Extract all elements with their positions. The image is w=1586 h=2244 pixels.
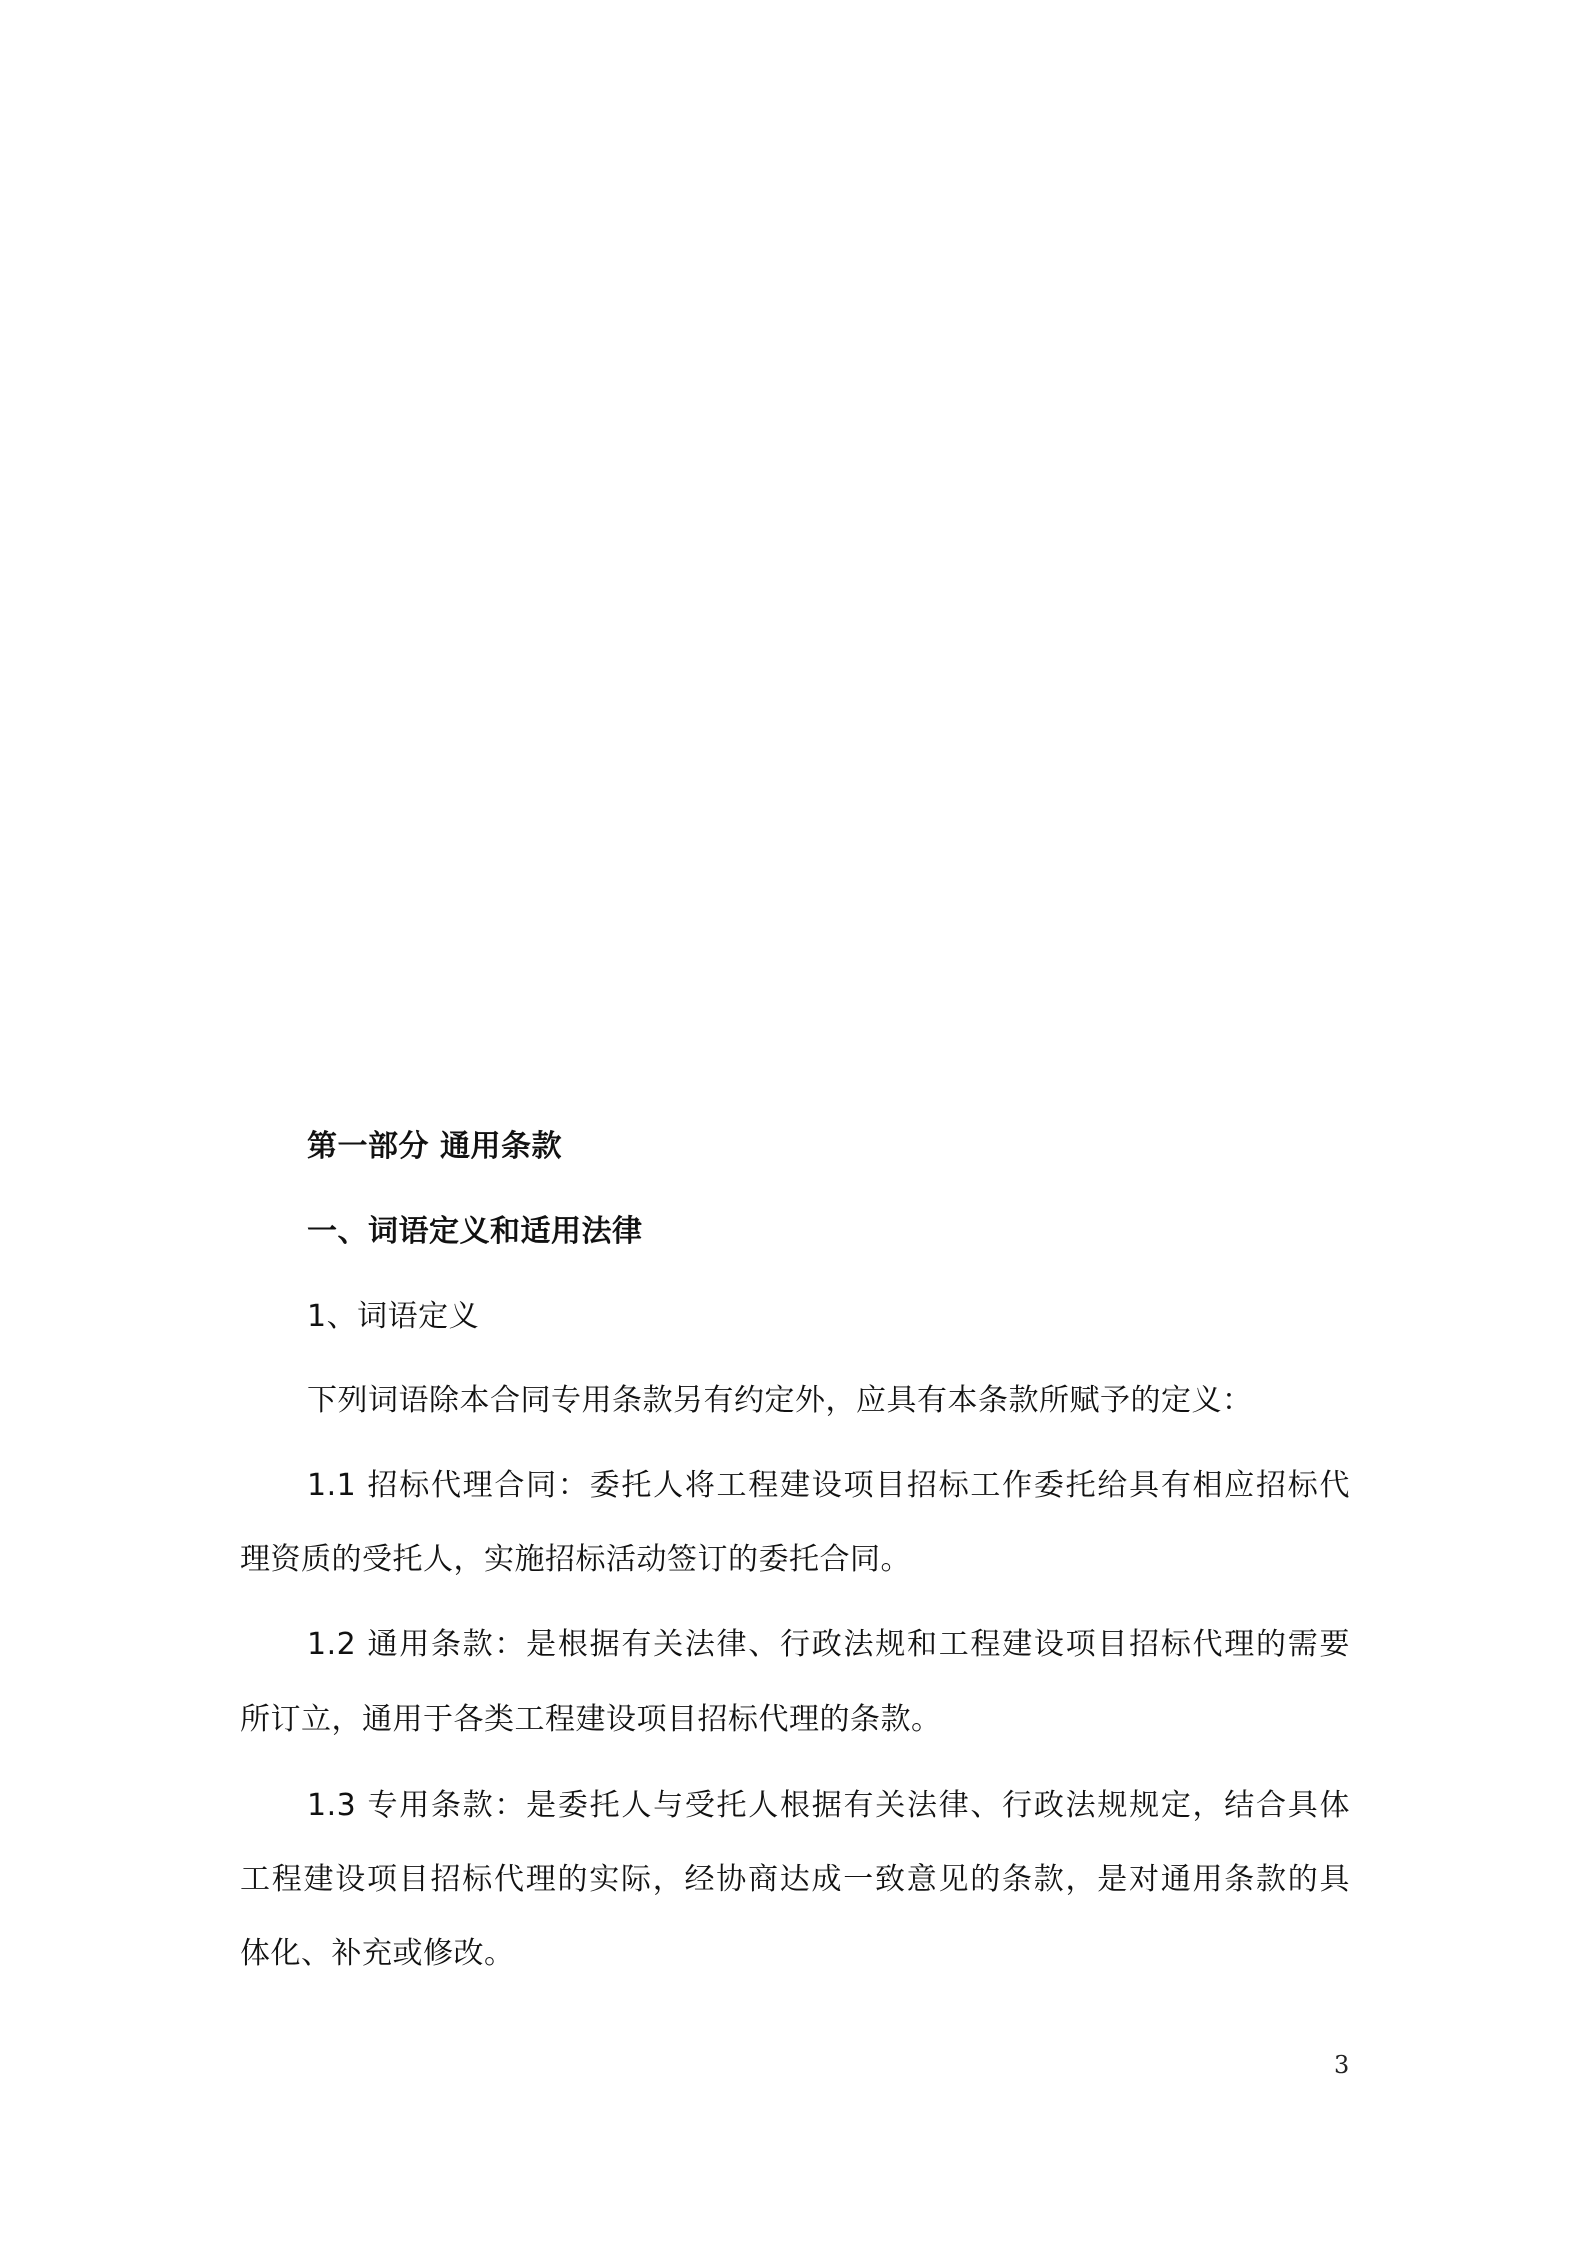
clause-1-3-line-3: 体化、补充或修改。 <box>240 1936 515 1971</box>
clause-1-3-line-2: 工程建设项目招标代理的实际，经协商达成一致意见的条款，是对通用条款的具 <box>240 1862 1350 1897</box>
clause-1-1-line-2: 理资质的受托人，实施招标活动签订的委托合同。 <box>240 1542 911 1577</box>
section-title: 一、词语定义和适用法律 <box>307 1214 643 1249</box>
clause-1-2-line-1: 1.2 通用条款：是根据有关法律、行政法规和工程建设项目招标代理的需要 <box>307 1627 1350 1662</box>
clause-1-3-line-1: 1.3 专用条款：是委托人与受托人根据有关法律、行政法规规定，结合具体 <box>307 1788 1350 1823</box>
page-number: 3 <box>1334 2051 1350 2079</box>
clause-1-2-line-2: 所订立，通用于各类工程建设项目招标代理的条款。 <box>240 1702 942 1737</box>
clause-1-1-line-1: 1.1 招标代理合同：委托人将工程建设项目招标工作委托给具有相应招标代 <box>307 1468 1350 1503</box>
part-title: 第一部分 通用条款 <box>307 1129 562 1164</box>
intro-paragraph: 下列词语除本合同专用条款另有约定外，应具有本条款所赋予的定义： <box>307 1383 1253 1418</box>
subsection-title: 1、词语定义 <box>307 1299 480 1334</box>
